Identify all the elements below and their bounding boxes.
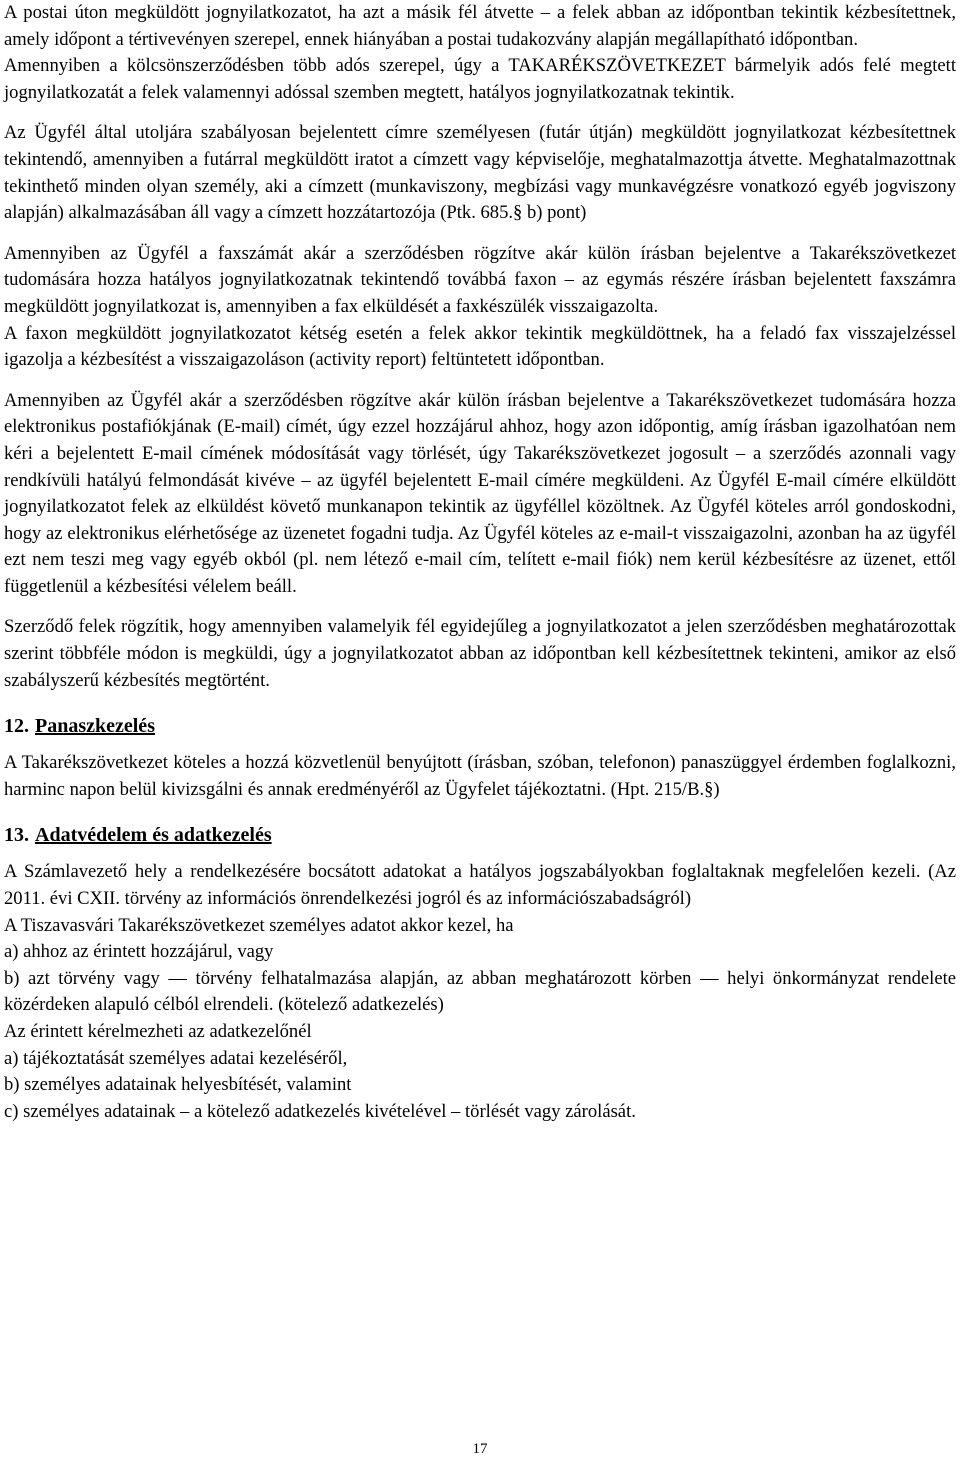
paragraph-data-handling: A Számlavezető hely a rendelkezésére bocsátott adatokat a hatályos jogszabályokban foglaltaknak megfelelően kezeli. (Az 2011. évi CXII. törvény az információs önrendelkezési jogról és az információszabadságról) bbox=[4, 861, 956, 910]
paragraph-multiple-methods: Szerződő felek rögzítik, hogy amennyiben valamelyik fél egyidejűleg a jognyilatkozatot a jelen szerződésben meghatározottak szerint többféle módon is megküldi, úgy a jognyilatkozatot abban az időpontban kell kézbesítettnek tekinteni, amikor az első szabályszerű kézbesítés megtörtént. bbox=[4, 616, 956, 691]
paragraph-courier-delivery: Az Ügyfél által utoljára szabályosan bejelentett címre személyesen (futár útján) megküldött jognyilatkozat kézbesítettnek tekintendő, amennyiben a futárral megküldött iratot a címzett vagy képviselője, meghatalmazottja átvette. Meghatalmazottnak tekinthető minden olyan személy, aki a címzett (munkaviszony, megbízási vagy munkavégzésre vonatkozó egyéb jogviszony alapján) alkalmazásában áll vagy a címzett hozzátartozója (Ptk. 685.§ b) pont) bbox=[4, 122, 956, 224]
paragraph-postal-delivery: A postai úton megküldött jognyilatkozatot, ha azt a másik fél átvette – a felek abban az időpontban tekintik kézbesítettnek, amely időpont a tértivevényen szerepel, ennek hiányában a postai tudakozvány alapján megállapítható időpontban. bbox=[4, 2, 956, 50]
paragraph-multiple-debtors: Amennyiben a kölcsönszerződésben több adós szerepel, úgy a TAKARÉKSZÖVETKEZET bármelyik adós felé megtett jognyilatkozatát a felek valamennyi adóssal szemben megtett, hatályos jognyilatkozatnak tekintik. bbox=[4, 55, 956, 103]
paragraph-email-delivery: Amennyiben az Ügyfél akár a szerződésben rögzítve akár külön írásban bejelentve a Takarékszövetkezet tudomására hozza elektronikus postafiókjának (E-mail) címét, úgy ezzel hozzájárul ahhoz, hogy azon időpontig, amíg írásban igazolhatóan nem kéri a bejelentett E-mail címének módosítását vagy törlését, úgy Takarékszövetkezet jogosult – a szerződés azonnali vagy rendkívüli hatályú felmondását kivéve – az ügyfél bejelentett E-mail címére megküldeni. Az Ügyfél E-mail címére elküldött jognyilatkozatot felek az elküldést követő munkanapon tekintik az ügyféllel közöltnek. Az Ügyfél köteles arról gondoskodni, hogy az elektronikus elérhetősége az üzenetet fogadni tudja. Az Ügyfél köteles az e-mail-t visszaigazolni, azonban ha az ügyfél ezt nem teszi meg vagy egyéb okból (pl. nem létező e-mail cím, telített e-mail fiók) nem kerül kézbesítésre az üzenet, ettől függetlenül a kézbesítési vélelem beáll. bbox=[4, 389, 956, 597]
paragraph-data-conditions-intro: A Tiszavasvári Takarékszövetkezet személyes adatot akkor kezel, ha bbox=[4, 914, 514, 936]
paragraph-fax-confirmation: A faxon megküldött jognyilatkozatot kétség esetén a felek akkor tekintik megküldöttnek, ha a feladó fax visszajelzéssel igazolja a kézbesítést a visszaigazoláson (activity report) feltüntetett időpontban. bbox=[4, 322, 956, 371]
section-number: 13. bbox=[4, 824, 29, 847]
section-title: Panaszkezelés bbox=[35, 715, 155, 738]
section-heading-data-protection bbox=[4, 821, 956, 849]
paragraph-complaints: A Takarékszövetkezet köteles a hozzá közvetlenül benyújtott (írásban, szóban, telefonon) panaszüggyel érdemben foglalkozni, harminc napon belül kivizsgálni és annak eredményéről az Ügyfelet tájékoztatni. (Hpt. 215/B.§) bbox=[4, 752, 956, 800]
page-number: 17 bbox=[472, 1441, 488, 1457]
section-title: Adatvédelem és adatkezelés bbox=[35, 824, 272, 847]
section-number: 12. bbox=[4, 715, 29, 738]
paragraph-fax-delivery: Amennyiben az Ügyfél a faxszámát akár a szerződésben rögzítve akár külön írásban bejelentve a Takarékszövetkezet tudomására hozza hatályos jognyilatkozatnak tekintendő továbbá faxon – az egymás részére írásban bejelentett faxszámra megküldött jognyilatkozat is, amennyiben a fax elküldését a faxkészülék visszaigazolta. bbox=[4, 242, 956, 317]
document-body bbox=[4, 0, 956, 1125]
section-heading-complaints bbox=[4, 712, 956, 740]
paragraph-subject-requests-intro: Az érintett kérelmezheti az adatkezelőnél bbox=[4, 1021, 312, 1042]
list-item-correction: b) személyes adatainak helyesbítését, valamint bbox=[4, 1074, 352, 1096]
list-item-consent: a) ahhoz az érintett hozzájárul, vagy bbox=[4, 941, 274, 963]
list-item-information: a) tájékoztatását személyes adatai kezeléséről, bbox=[4, 1047, 348, 1069]
list-item-deletion: c) személyes adatainak – a kötelező adatkezelés kivételével – törlését vagy zárolását. bbox=[4, 1100, 636, 1122]
list-item-law: b) azt törvény vagy — törvény felhatalmazása alapján, az abban meghatározott körben — helyi önkormányzat rendelete közérdeken alapuló célból elrendeli. (kötelező adatkezelés) bbox=[4, 967, 956, 1016]
